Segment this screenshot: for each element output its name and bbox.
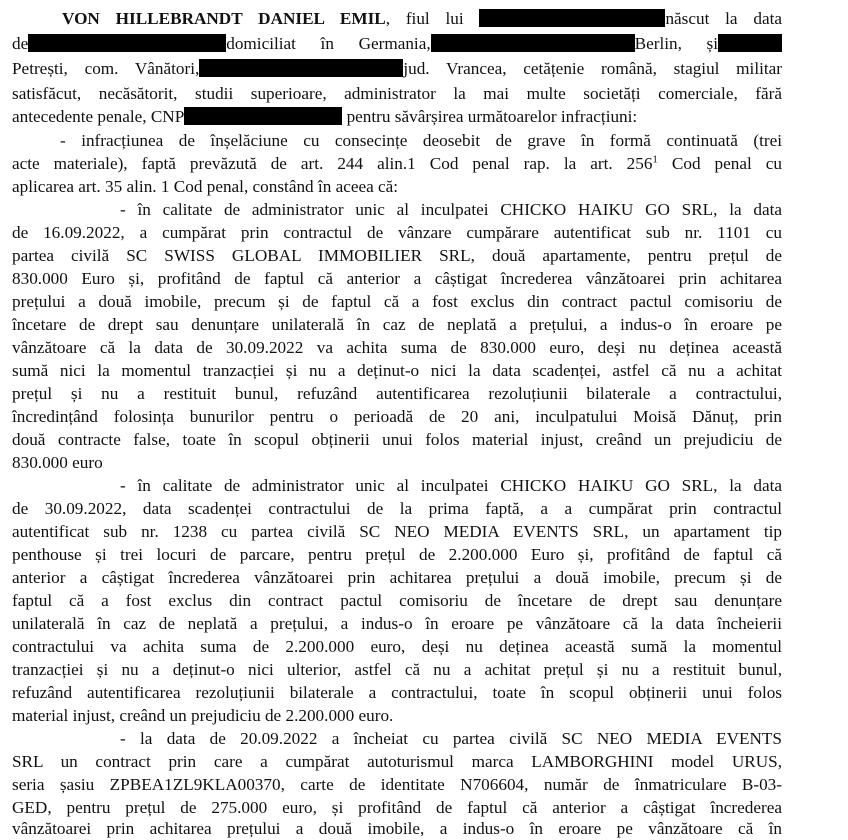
doc-line: tranzacției și nu a deținut-o nici ulterior, astfel că nu a achitat prețul și nu a restituit bunul, xyxy=(12,660,782,679)
doc-text: Cod penal cu xyxy=(657,154,782,173)
doc-line: - în calitate de administrator unic al inculpatei CHICKO HAIKU GO SRL, la data xyxy=(120,476,782,495)
doc-text: de xyxy=(12,34,29,53)
doc-line: faptul că a fost exclus din contract pactul comisoriu de încetare de drept sau denunțare xyxy=(12,591,782,610)
defendant-name: VON HILLEBRANDT DANIEL EMIL xyxy=(62,9,386,28)
doc-text: născut la data xyxy=(665,9,782,28)
doc-line: vânzătoare că la data de 30.09.2022 va achita suma de 830.000 euro, deși nu deținea această xyxy=(12,338,782,357)
doc-line: refuzând autentificarea rezoluțiunii bilaterale a contractului, toate în scopul obținerii unui folos xyxy=(12,683,782,702)
doc-text: jud. Vrancea, cetățenie română, stagiul militar xyxy=(403,59,782,78)
doc-line: aplicarea art. 35 alin. 1 Cod penal, constând în aceea că: xyxy=(12,177,399,196)
redaction-block xyxy=(199,59,403,77)
doc-line: partea civilă SC SWISS GLOBAL IMMOBILIER SRL, două apartamente, pentru prețul de xyxy=(12,246,782,265)
doc-text: antecedente penale, CNP xyxy=(12,107,185,126)
doc-line: vânzătoarei prin achitarea prețului a două imobile, a indus-o în eroare pe vânzătoare că în xyxy=(12,819,782,838)
doc-line: 830.000 Euro și, profitând de faptul că anterior a câștigat încrederea vânzătoarei prin achitarea xyxy=(12,269,782,288)
doc-text: domiciliat în Germania, xyxy=(226,34,431,53)
doc-line: de 30.09.2022, data scadenței contractului de la prima faptă, a a cumpărat prin contractul xyxy=(12,499,782,518)
redaction-block xyxy=(184,107,342,125)
doc-text: , fiul lui xyxy=(385,9,480,28)
doc-line: 830.000 euro xyxy=(12,453,103,472)
doc-text: acte materiale), faptă prevăzută de art. 244 alin.1 Cod penal rap. la art. 256 xyxy=(12,154,653,173)
doc-line: două contracte false, toate în scopul obținerii unui folos material injust, creând un prejudiciu de xyxy=(12,430,782,449)
redaction-block xyxy=(718,34,782,52)
doc-line xyxy=(12,106,782,128)
doc-line: GED, pentru prețul de 275.000 euro, și profitând de faptul că anterior a câștigat încrederea xyxy=(12,798,782,817)
doc-line: prețul și nu a restituit bunul, refuzând autentificarea rezoluțiunii bilaterale a contractului, xyxy=(12,384,782,403)
doc-line: sumă nici la momentul tranzacției și nu a deținut-o nici la data scadenței, astfel că nu a achitat xyxy=(12,361,782,380)
redaction-block xyxy=(28,34,226,52)
doc-line xyxy=(12,153,782,175)
doc-line: - infracțiunea de înșelăciune cu consecințe deosebit de grave în formă continuată (trei xyxy=(60,131,782,150)
doc-line xyxy=(12,33,782,55)
redaction-block xyxy=(479,9,665,27)
doc-line: penthouse și trei locuri de parcare, pentru prețul de 2.200.000 Euro și, profitând de faptul că xyxy=(12,545,782,564)
doc-line: - în calitate de administrator unic al inculpatei CHICKO HAIKU GO SRL, la data xyxy=(120,200,782,219)
doc-line xyxy=(62,8,782,30)
doc-line: material injust, creând un prejudiciu de 2.200.000 euro. xyxy=(12,706,394,725)
doc-line: de 16.09.2022, a cumpărat prin contractul de vânzare cumpărare autentificat sub nr. 1101 cu xyxy=(12,223,782,242)
doc-text: Petrești, com. Vânători, xyxy=(12,59,200,78)
doc-line: seria șasiu ZPBEA1ZL9KLA00370, carte de identitate N706604, număr de înmatriculare B-03- xyxy=(12,775,782,794)
doc-line: anterior a câștigat încrederea vânzătoarei prin achitarea prețului a două imobile, precum și de xyxy=(12,568,782,587)
doc-line: autentificat sub nr. 1238 cu partea civilă SC NEO MEDIA EVENTS SRL, un apartament tip xyxy=(12,522,782,541)
superscript: 1 xyxy=(652,153,658,166)
doc-line: încredințând folosința bunurilor pentru o perioadă de 20 ani, inculpatului Moisă Dănuț, prin xyxy=(12,407,782,426)
doc-line: contractului va achita suma de 2.200.000 euro, deși nu deținea această sumă la momentul xyxy=(12,637,782,656)
doc-line: unilaterală în caz de neplată a prețului, a indus-o în eroare pe vânzătoare că la data încheierii xyxy=(12,614,782,633)
doc-line: - la data de 20.09.2022 a încheiat cu partea civilă SC NEO MEDIA EVENTS xyxy=(120,729,782,748)
doc-text: pentru săvârșirea următoarelor infracțiuni: xyxy=(346,107,638,126)
doc-line: prețului a două imobile, precum și de faptul că a fost exclus din contract pactul comisoriu de xyxy=(12,292,782,311)
doc-line: încetare de drept sau denunțare unilaterală în caz de neplată a prețului, a indus-o în eroare pe xyxy=(12,315,782,334)
doc-line: satisfăcut, necăsătorit, studii superioare, administrator la mai multe societăți comerciale, fără xyxy=(12,84,782,103)
doc-line: SRL un contract prin care a cumpărat autoturismul marca LAMBORGHINI model URUS, xyxy=(12,752,782,771)
doc-line xyxy=(12,58,782,80)
redaction-block xyxy=(431,34,635,52)
doc-text: Berlin, și xyxy=(634,34,718,53)
